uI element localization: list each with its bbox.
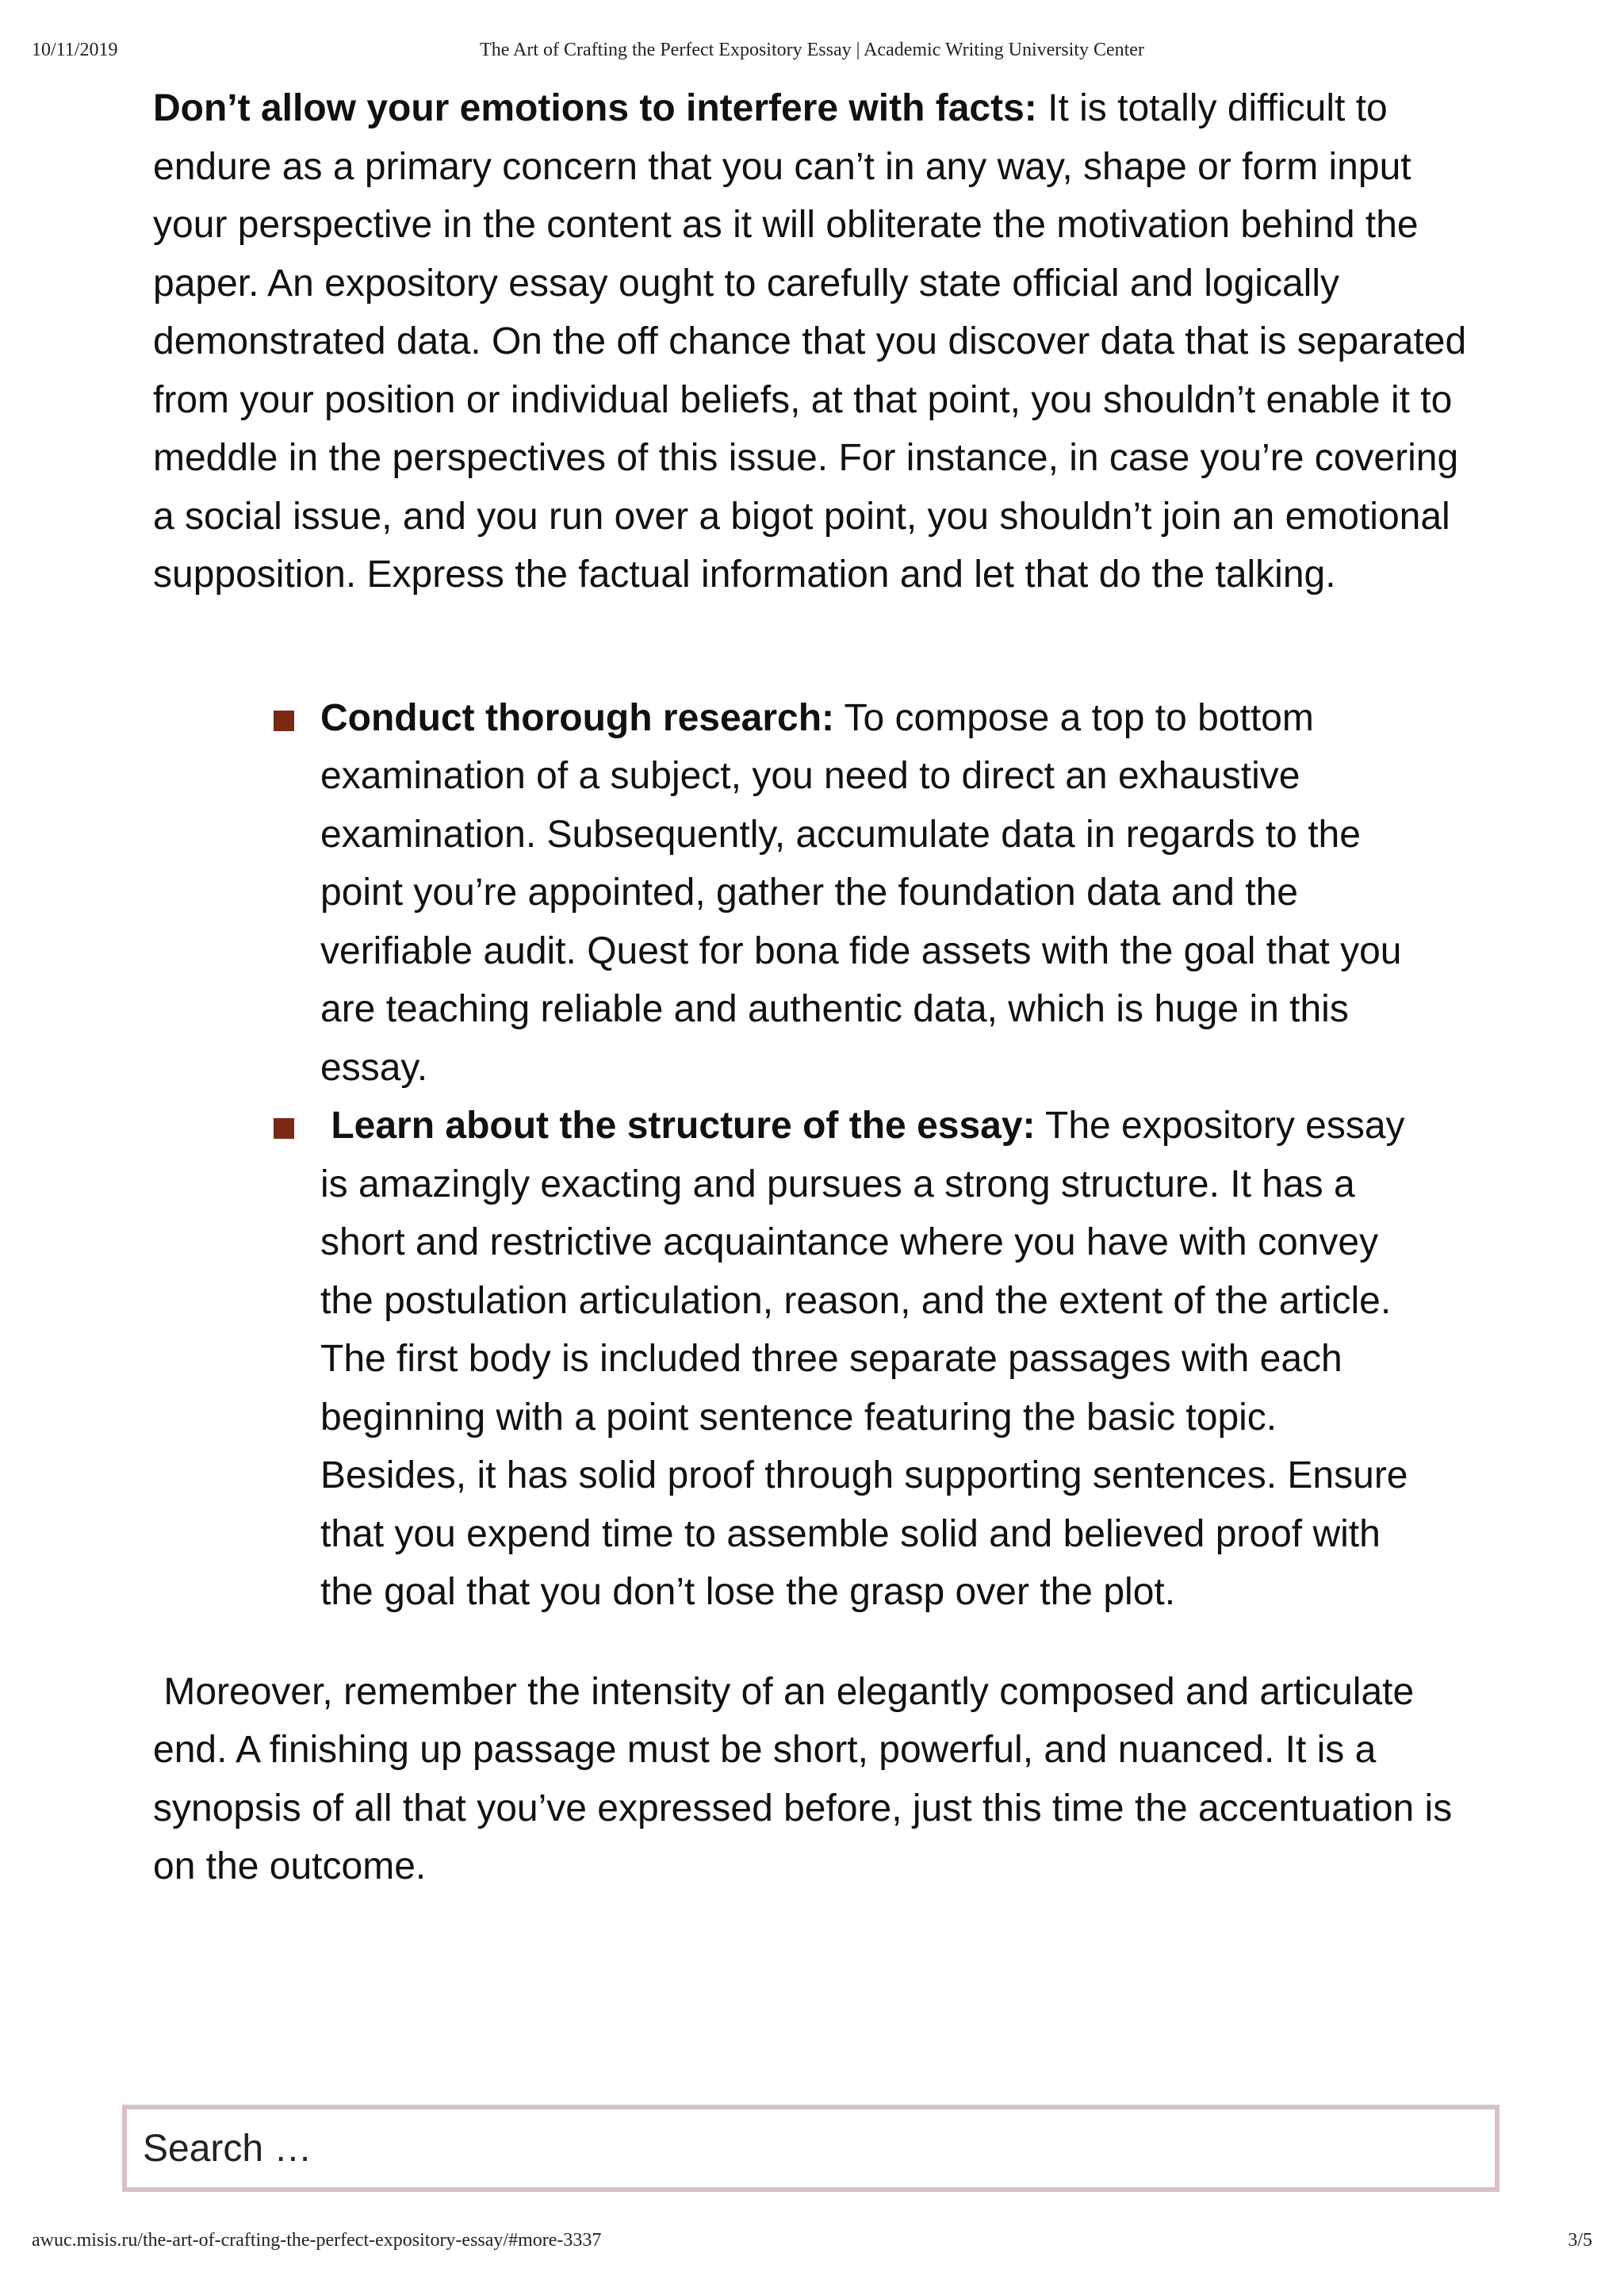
structure-paragraph	[320, 1097, 1415, 1622]
research-heading: Conduct thorough research:	[320, 696, 835, 739]
square-bullet-icon	[274, 1118, 294, 1139]
search-box	[122, 2105, 1500, 2192]
tips-list	[153, 689, 1485, 1622]
article-content	[153, 79, 1485, 1896]
list-item	[153, 1097, 1415, 1622]
structure-heading: Learn about the structure of the essay:	[320, 1105, 1036, 1147]
closing-paragraph: Moreover, remember the intensity of an elegantly composed and articulate end. A finishing up passage must be short, powerful, and nuanced. It is a synopsis of all that you’ve expressed before, just this time the accentuation is on the outcome.	[153, 1670, 1463, 1887]
page-number: 3/5	[1568, 2230, 1592, 2251]
print-header	[32, 40, 1592, 65]
print-footer	[32, 2230, 1592, 2255]
search-input[interactable]	[127, 2109, 1495, 2187]
emotions-heading: Don’t allow your emotions to interfere with facts:	[153, 87, 1037, 129]
list-item	[153, 689, 1415, 1098]
print-date: 10/11/2019	[32, 40, 118, 60]
print-page-title: The Art of Crafting the Perfect Expository Essay | Academic Writing University Center	[480, 40, 1144, 60]
emotions-body: It is totally difficult to endure as a primary concern that you can’t in any way, shape or form input your perspective in the content as it will obliterate the motivation behind the paper. An expository essay ought to carefully state official and logically demonstrated data. On the off chance that you discover data that is separated from your position or individual beliefs, at that point, you shouldn’t enable it to meddle in the perspectives of this issue. For instance, in case you’re covering a social issue, and you run over a bigot point, you shouldn’t join an emotional supposition. Express the factual information and let that do the talking.	[153, 87, 1467, 596]
structure-body: The expository essay is amazingly exacting and pursues a strong structure. It has a short and restrictive acquaintance where you have with convey the postulation articulation, reason, and the extent of the article. The first body is included three separate passages with each beginning with a point sentence featuring the basic topic. Besides, it has solid proof through supporting sentences. Ensure that you expend time to assemble solid and believed proof with the goal that you don’t lose the grasp over the plot.	[320, 1105, 1408, 1613]
page-url: awuc.misis.ru/the-art-of-crafting-the-perfect-expository-essay/#more-3337	[32, 2230, 602, 2251]
emotions-paragraph	[153, 79, 1469, 604]
research-body: To compose a top to bottom examination of a subject, you need to direct an exhaustive examination. Subsequently, accumulate data in regards to the point you’re appointed, gather the foundation data and the verifiable audit. Quest for bona fide assets with the goal that you are teaching reliable and authentic data, which is huge in this essay.	[320, 696, 1402, 1089]
square-bullet-icon	[274, 711, 294, 731]
research-paragraph	[320, 689, 1415, 1098]
